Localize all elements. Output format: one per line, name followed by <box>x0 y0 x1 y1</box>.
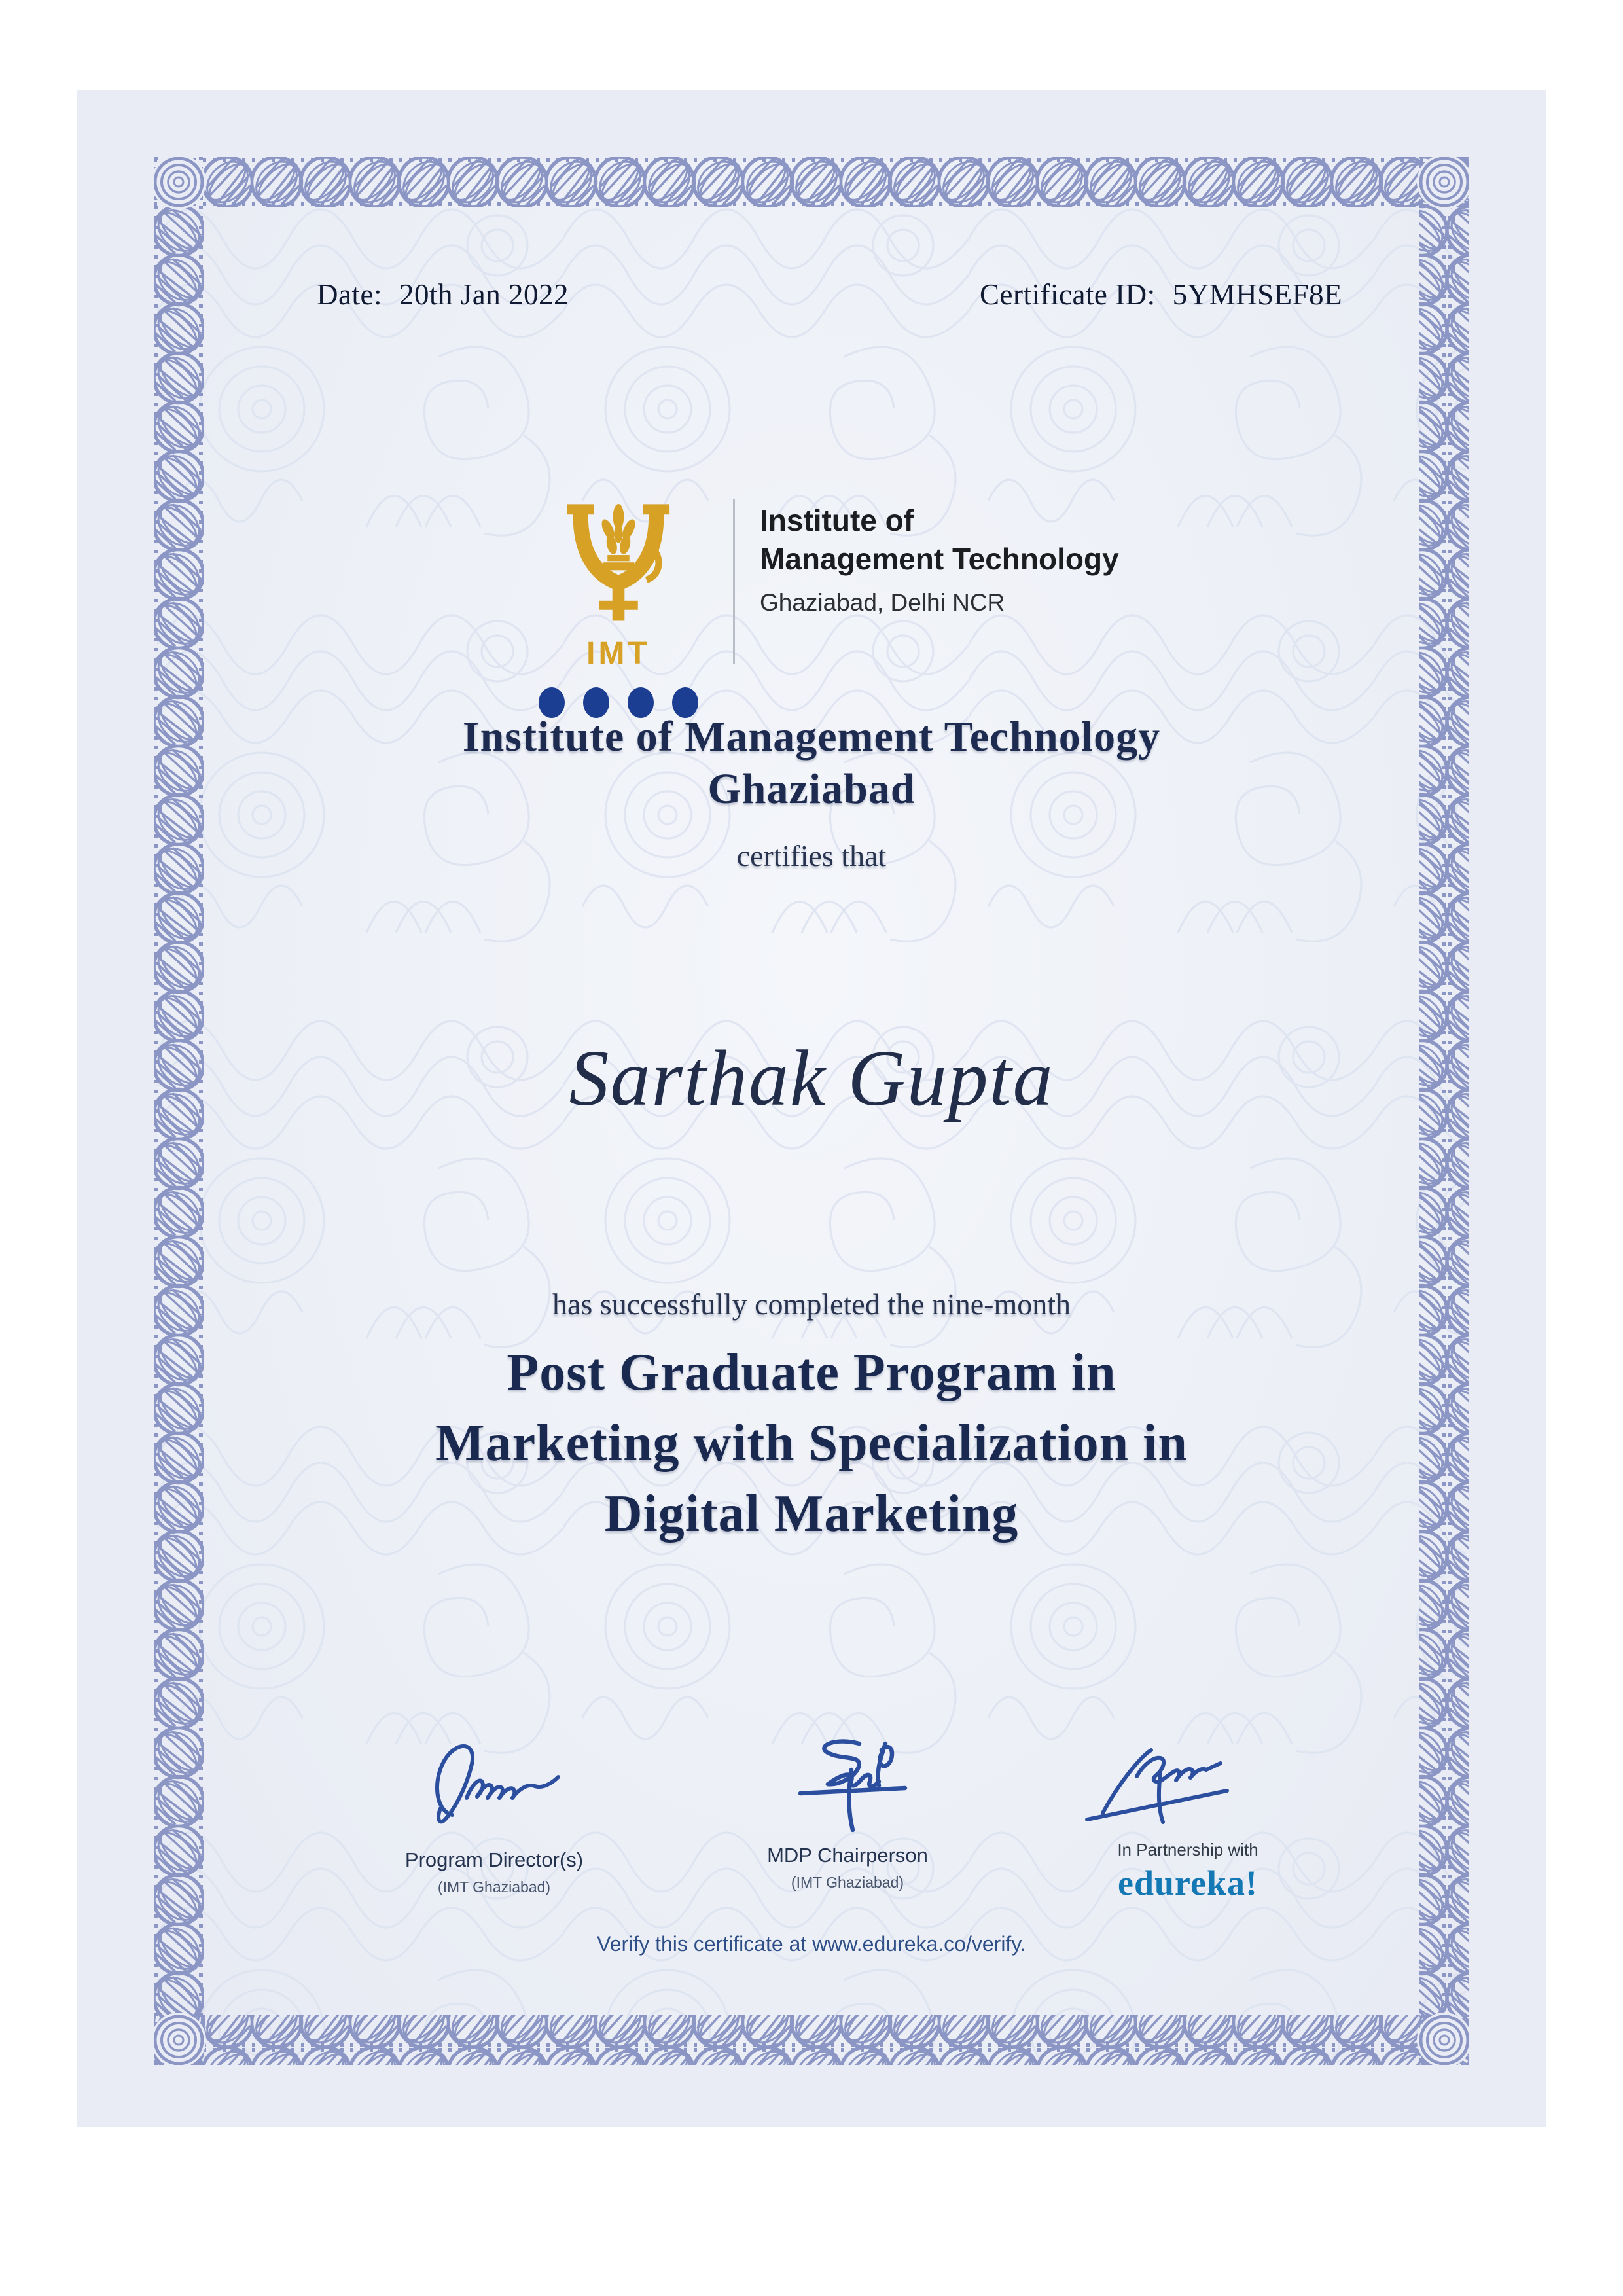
partner-signature-icon <box>1063 1736 1312 1834</box>
signature-block-program-director <box>350 1738 638 1896</box>
imt-logo <box>524 495 1119 718</box>
program-director-signature-icon <box>389 1738 599 1836</box>
date-value: 20th Jan 2022 <box>399 278 569 311</box>
certifies-text: certifies that <box>736 839 887 872</box>
logo-org-line1: Institute of <box>760 503 914 537</box>
heading-line1: Institute of Management Technology <box>462 713 1161 761</box>
partnership-label: In Partnership with <box>1117 1840 1258 1859</box>
signature-block-partnership <box>1044 1736 1332 1903</box>
certificate-id-value: 5YMHSEF8E <box>1172 278 1343 311</box>
signature-title: MDP Chairperson <box>767 1844 928 1867</box>
certificate-id-label: Certificate ID: <box>980 278 1156 311</box>
heading-line2: Ghaziabad <box>707 765 916 813</box>
signature-subtitle: (IMT Ghaziabad) <box>791 1874 904 1891</box>
signature-subtitle: (IMT Ghaziabad) <box>437 1878 551 1895</box>
recipient-name: Sarthak Gupta <box>569 1034 1054 1122</box>
date-label: Date: <box>317 278 382 311</box>
verify-text: Verify this certificate at www.edureka.co/verify. <box>597 1932 1026 1956</box>
imt-torch-icon <box>558 495 679 634</box>
completion-text: has successfully completed the nine-month <box>552 1287 1071 1321</box>
mdp-chairperson-signature-icon <box>730 1733 965 1835</box>
imt-acronym: IMT <box>586 636 651 671</box>
logo-org-line2: Management Technology <box>760 541 1119 576</box>
logo-separator <box>733 499 735 664</box>
certificate-id-row <box>980 278 1342 312</box>
edureka-logo: edureka! <box>1117 1863 1258 1903</box>
signature-block-mdp-chairperson <box>704 1733 991 1892</box>
signature-title: Program Director(s) <box>404 1848 584 1871</box>
program-title-line3: Digital Marketing <box>604 1485 1019 1543</box>
program-title-line1: Post Graduate Program in <box>507 1344 1116 1401</box>
logo-org-line3: Ghaziabad, Delhi NCR <box>760 588 1005 616</box>
program-title-line2: Marketing with Specialization in <box>435 1414 1188 1472</box>
date-row <box>317 278 569 312</box>
